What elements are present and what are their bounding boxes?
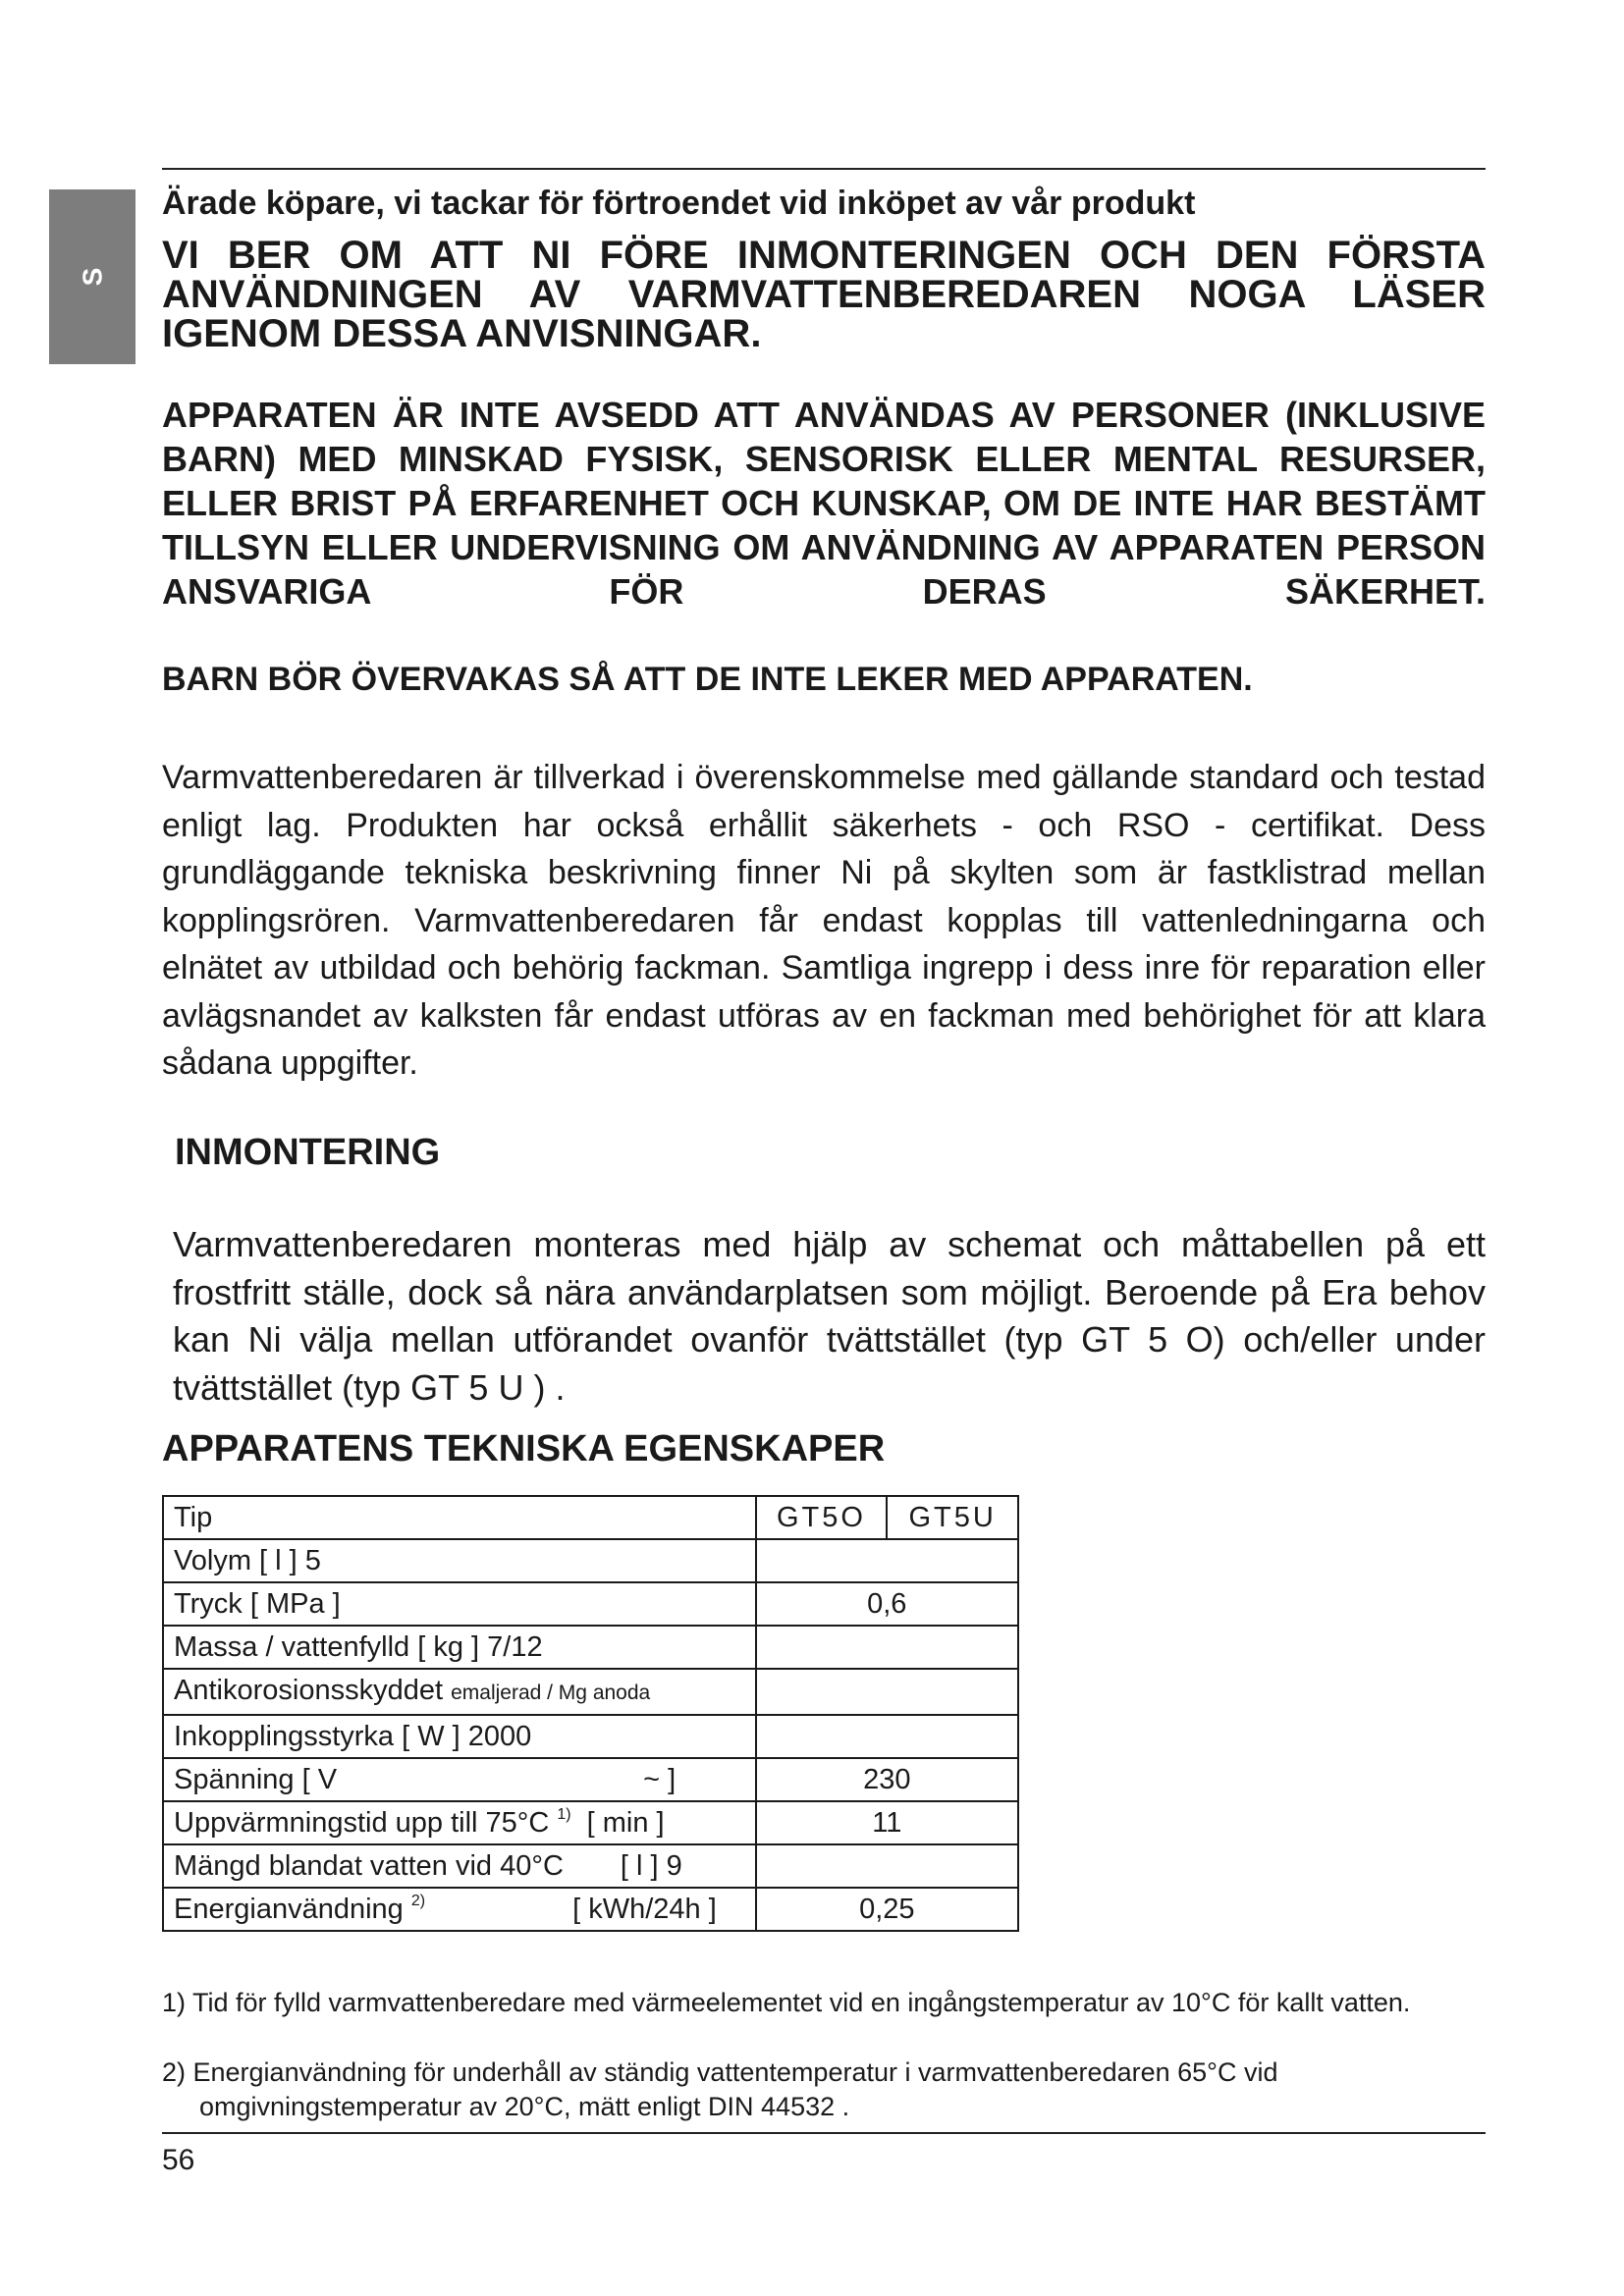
table-row bbox=[163, 1582, 1018, 1626]
page-number: 56 bbox=[162, 2144, 195, 2176]
mixed-water-label: Mängd blandat vatten vid 40°C bbox=[174, 1850, 564, 1882]
specs-table bbox=[162, 1495, 1019, 1932]
language-tab-label: S bbox=[77, 267, 107, 287]
table-row bbox=[163, 1715, 1018, 1758]
weight-label: Massa / vattenfylld [ kg ] 7/12 bbox=[163, 1626, 756, 1669]
table-row bbox=[163, 1801, 1018, 1844]
intro-paragraph: Varmvattenberedaren är tillverkad i överenskommelse med gällande standard och testad enligt lag. Produkten har också erhållit säkerhets - och RSO - certifikat. Dess grundläggande tekniska beskrivning finner Ni på skylten som är fastklistrad mellan kopplingsrören. Varmvattenberedaren får endast kopplas till vattenledningarna och elnätet av utbildad och behörig fackman. Samtliga ingrepp i dess inre för reparation eller avlägsnandet av kalksten får endast utföras av en fackman med behörighet för att klara sådana uppgifter. bbox=[162, 759, 1486, 1082]
top-rule bbox=[162, 168, 1486, 170]
energy-value: 0,25 bbox=[756, 1888, 1018, 1931]
heating-time-value: 11 bbox=[756, 1801, 1018, 1844]
bottom-rule bbox=[162, 2132, 1486, 2134]
corrosion-cell bbox=[163, 1669, 756, 1715]
corrosion-label: Antikorosionsskyddet bbox=[174, 1675, 444, 1706]
reading-notice: VI BER OM ATT NI FÖRE INMONTERINGEN OCH DEN FÖRSTA ANVÄNDNINGEN AV VARMVATTENBEREDAREN NOGA LÄSER IGENOM DESSA ANVISNINGAR. bbox=[162, 234, 1486, 355]
table-row bbox=[163, 1539, 1018, 1582]
heating-time-cell bbox=[163, 1801, 756, 1844]
volume-value bbox=[756, 1539, 1018, 1582]
energy-note: 2) bbox=[410, 1893, 426, 1909]
heating-time-note: 1) bbox=[557, 1806, 571, 1823]
mixed-water-value bbox=[756, 1844, 1018, 1888]
specs-header-label: Tip bbox=[163, 1496, 756, 1539]
energy-unit: [ kWh/24h ] bbox=[572, 1894, 717, 1925]
mixed-water-cell bbox=[163, 1844, 756, 1888]
children-warning: BARN BÖR ÖVERVAKAS SÅ ATT DE INTE LEKER MED APPARATEN. bbox=[162, 661, 1253, 698]
corrosion-value bbox=[756, 1669, 1018, 1715]
specs-col-gt5u: GT5U bbox=[887, 1496, 1018, 1539]
language-tab bbox=[49, 189, 135, 364]
safety-warning: APPARATEN ÄR INTE AVSEDD ATT ANVÄNDAS AV PERSONER (INKLUSIVE BARN) MED MINSKAD FYSISK, SENSORISK ELLER MENTAL RESURSER, ELLER BRIST PÅ ERFARENHET OCH KUNSKAP, OM DE INTE HAR BESTÄMT TILLSYN ELLER UNDERVISNING OM ANVÄNDNING AV APPARATEN PERSON ANSVARIGA FÖR DERAS SÄKERHET. bbox=[162, 395, 1486, 612]
installation-heading: INMONTERING bbox=[175, 1132, 441, 1173]
volume-label: Volym [ l ] 5 bbox=[163, 1539, 756, 1582]
specs-header-row bbox=[163, 1496, 1018, 1539]
greeting: Ärade köpare, vi tackar för förtroendet vid inköpet av vår produkt bbox=[162, 185, 1196, 222]
table-row bbox=[163, 1844, 1018, 1888]
power-label: Inkopplingsstyrka [ W ] 2000 bbox=[163, 1715, 756, 1758]
pressure-label: Tryck [ MPa ] bbox=[163, 1582, 756, 1626]
voltage-cell bbox=[163, 1758, 756, 1801]
specs-col-gt5o: GT5O bbox=[756, 1496, 888, 1539]
table-row bbox=[163, 1888, 1018, 1931]
voltage-label: Spänning [ V bbox=[174, 1764, 338, 1795]
mixed-water-unit: [ l ] 9 bbox=[620, 1850, 682, 1882]
voltage-unit: ~ ] bbox=[643, 1764, 677, 1795]
footnote-2: 2) Energianvändning för underhåll av ständig vattentemperatur i varmvattenberedaren 65°C vid omgivningstemperatur av 20°C, mätt enligt DIN 44532 . bbox=[162, 2057, 1278, 2121]
table-row bbox=[163, 1758, 1018, 1801]
voltage-value: 230 bbox=[756, 1758, 1018, 1801]
energy-label: Energianvändning bbox=[174, 1894, 404, 1925]
power-value bbox=[756, 1715, 1018, 1758]
installation-paragraph: Varmvattenberedaren monteras med hjälp av schemat och måttabellen på ett frostfritt ställe, dock så nära användarplatsen som möjligt. Beroende på Era behov kan Ni välja mellan utförandet ovanför tvättstället (typ GT 5 O) och/eller under tvättstället (typ GT 5 U ) . bbox=[173, 1224, 1486, 1408]
heating-time-unit: [ min ] bbox=[586, 1807, 665, 1839]
pressure-value: 0,6 bbox=[756, 1582, 1018, 1626]
table-row bbox=[163, 1626, 1018, 1669]
footnote-1: 1) Tid för fylld varmvattenberedare med värmeelementet vid en ingångstemperatur av 10°C för kallt vatten. bbox=[162, 1988, 1411, 2017]
specs-heading: APPARATENS TEKNISKA EGENSKAPER bbox=[162, 1428, 886, 1469]
corrosion-detail: emaljerad / Mg anoda bbox=[451, 1682, 651, 1704]
table-row bbox=[163, 1669, 1018, 1715]
energy-cell bbox=[163, 1888, 756, 1931]
weight-value bbox=[756, 1626, 1018, 1669]
heating-time-label: Uppvärmningstid upp till 75°C bbox=[174, 1807, 550, 1839]
